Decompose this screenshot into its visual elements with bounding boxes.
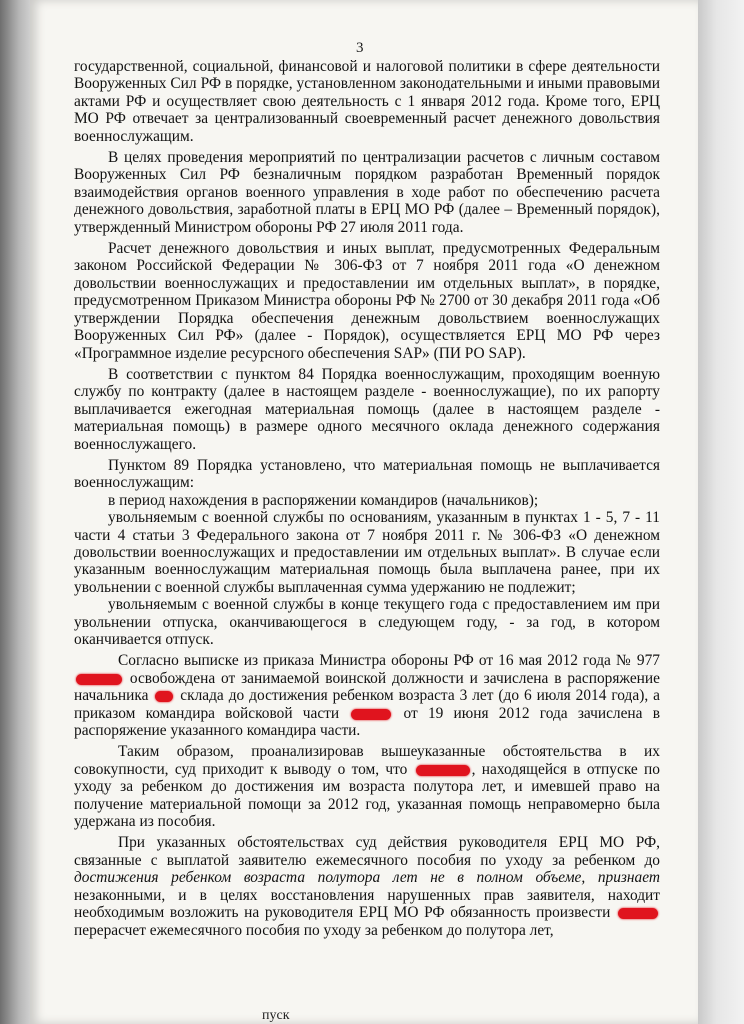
text-run: , находящейся в отпуске по уходу за ребенком до достижения им возраста полутора лет, и имевшей право на получение материальной помощи за 2012 год, указанная помощь неправомерно была удержана из пособия. xyxy=(74,760,660,831)
paragraph: В целях проведения мероприятий по централизации расчетов с личным составом Вооруженных Сил РФ безналичным порядком разработан Временный порядок взаимодействия органов военного управления в ходе работ по обеспечению расчета денежного довольствия, заработной платы в ЕРЦ МО РФ (далее – Временный порядок), утвержденный Министром обороны РФ 27 июля 2011 года. xyxy=(74,149,660,236)
redaction-mark xyxy=(416,765,470,776)
page-number: 3 xyxy=(356,40,364,56)
redaction-mark xyxy=(618,908,658,919)
text-run: от 19 июня 2012 года зачислена в распоряжение указанного командира части. xyxy=(74,704,660,740)
text-run: незаконными, и в целях восстановления нарушенных прав заявителя, находит необходимым возложить на руководителя ЕРЦ МО РФ обязанность произвести xyxy=(74,886,660,922)
text-run: освобождена от занимаемой воинской должности и зачислена в распоряжение начальника xyxy=(74,669,660,705)
redaction-mark xyxy=(351,709,391,720)
text-run: перерасчет ежемесячного пособия по уходу за ребенком до полутора лет, xyxy=(74,921,554,939)
paragraph: В соответствии с пунктом 84 Порядка военнослужащим, проходящим военную службу по контракту (далее в настоящем разделе - военнослужащие), по их рапорту выплачивается ежегодная материальная помощь (далее в настоящем разделе - материальная помощь) в размере одного месячного оклада денежного содержания военнослужащего. xyxy=(74,365,660,453)
text-run: склада до достижения ребенком возраста 3 лет (до 6 июля 2014 года), а приказом командира войсковой части xyxy=(74,687,660,722)
list-item: увольняемым с военной службы в конце текущего года с предоставлением им при увольнении отпуска, оканчивающегося в следующем году, - за год, в котором оканчивается отпуск. xyxy=(74,596,660,648)
redaction-mark xyxy=(155,691,173,702)
paragraph xyxy=(74,743,660,830)
document-body xyxy=(74,58,660,939)
text-run: достижения ребенком возраста полутора лет не в полном объеме, признает xyxy=(74,869,660,887)
list-item: увольняемым с военной службы по основаниям, указанным в пунктах 1 - 5, 7 - 11 части 4 статьи 3 Федерального закона от 7 ноября 2011 г. № 306-ФЗ «О денежном довольствии военнослужащих и предоставлении им отдельных выплат». В случае если указанным военнослужащим материальная помощь была выплачена ранее, при их увольнении с военной службы выплаченная сумма удержанию не подлежит; xyxy=(74,509,660,596)
text-run: Таким образом, проанализировав вышеуказанные обстоятельства в их совокупности, суд приходит к выводу о том, что xyxy=(74,743,660,778)
list-item: в период нахождения в распоряжении командиров (начальников); xyxy=(108,491,539,509)
paragraph: Пунктом 89 Порядка установлено, что материальная помощь не выплачивается военнослужащим: xyxy=(74,456,660,492)
next-page-fragment: пуск xyxy=(262,1008,290,1023)
paragraph xyxy=(74,834,660,938)
scan-right-margin xyxy=(698,0,744,1024)
paragraph: государственной, социальной, финансовой и налоговой политики в сфере деятельности Вооруженных Сил РФ в порядке, установленном законодательными и иными правовыми актами РФ и осуществляет свою деятельность с 1 января 2012 года. Кроме того, ЕРЦ МО РФ отвечает за централизованный своевременный расчет денежного довольствия военнослужащим. xyxy=(74,58,660,145)
text-run: Согласно выписке из приказа Министра обороны РФ от 16 мая 2012 года № 977 xyxy=(118,652,660,670)
text-run: При указанных обстоятельствах суд действия руководителя ЕРЦ МО РФ, связанные с выплатой заявителю ежемесячного пособия по уходу за ребенком до xyxy=(74,834,660,869)
paragraph xyxy=(74,652,660,739)
redaction-mark xyxy=(76,674,122,685)
scan-binding-shadow xyxy=(0,0,34,1024)
paragraph: Расчет денежного довольствия и иных выплат, предусмотренных Федеральным законом Российской Федерации № 306-ФЗ от 7 ноября 2011 года «О денежном довольствии военнослужащих и предоставлении им отдельных выплат», в порядке, предусмотренном Приказом Министра обороны РФ № 2700 от 30 декабря 2011 года «Об утверждении Порядка обеспечения денежным довольствием военнослужащих Вооруженных Сил РФ» (далее - Порядок), осуществляется ЕРЦ МО РФ через «Программное изделие ресурсного обеспечения SAP» (ПИ РО SAP). xyxy=(74,240,660,362)
